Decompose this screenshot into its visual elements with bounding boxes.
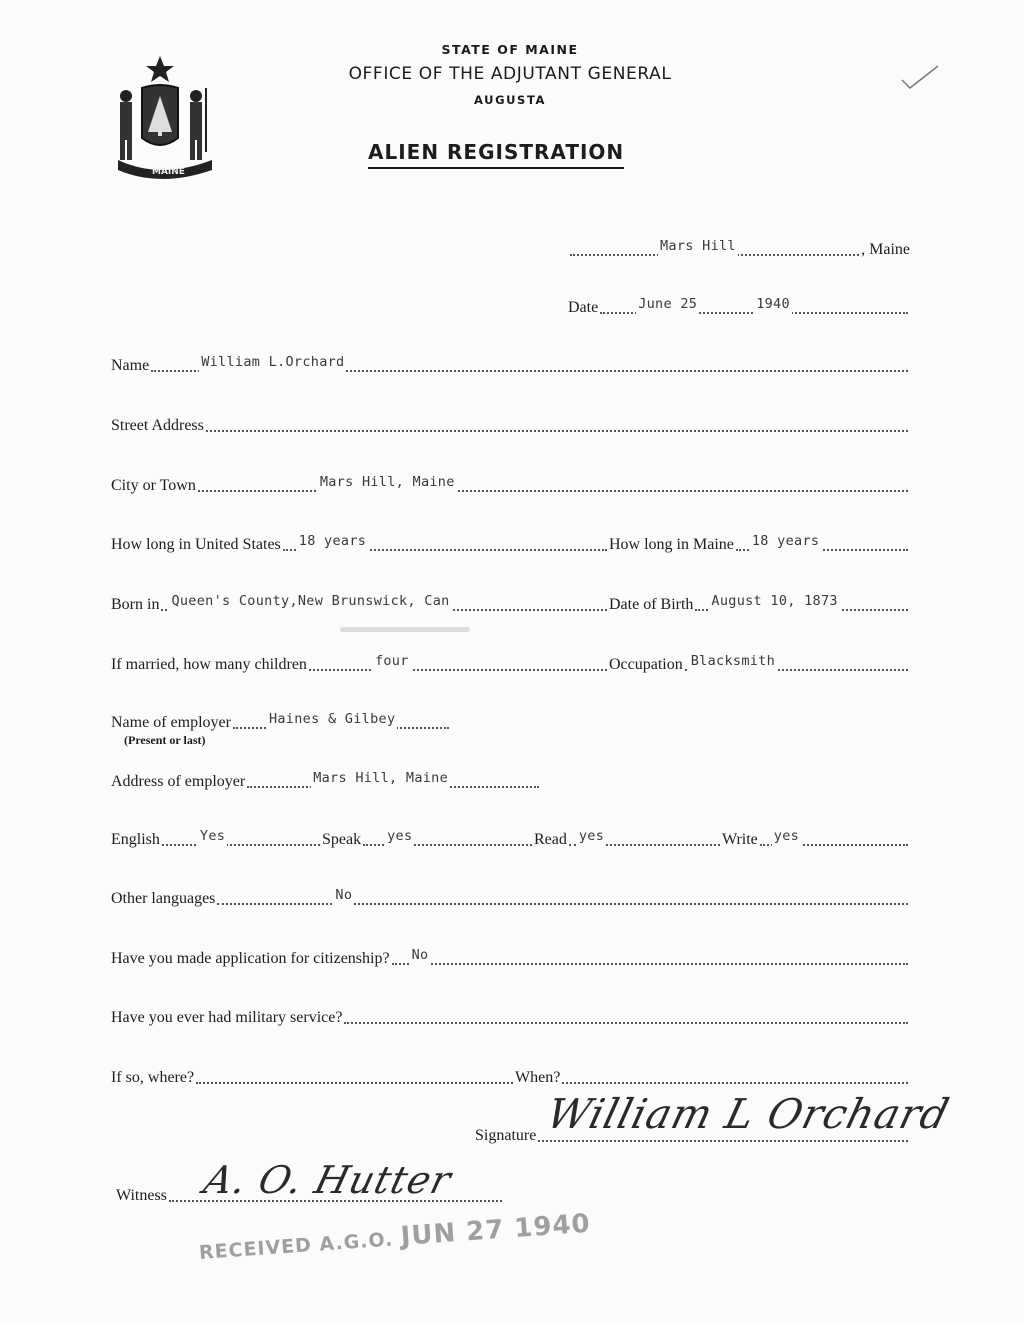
us-years-row bbox=[111, 535, 609, 555]
children-label: If married, how many children bbox=[111, 656, 307, 673]
write-field[interactable] bbox=[760, 830, 908, 846]
signature-label: Signature bbox=[475, 1127, 537, 1144]
citizenship-field[interactable] bbox=[392, 949, 908, 965]
maine-years-row bbox=[609, 535, 910, 555]
name-value: William L.Orchard bbox=[201, 354, 345, 370]
place-suffix: , Maine bbox=[861, 241, 910, 258]
other-languages-field[interactable] bbox=[217, 889, 908, 905]
read-label: Read bbox=[534, 831, 567, 848]
born-row bbox=[111, 595, 609, 615]
english-label: English bbox=[111, 831, 160, 848]
city-value: Mars Hill, Maine bbox=[319, 474, 455, 490]
when-row bbox=[515, 1068, 910, 1088]
city-row bbox=[111, 476, 910, 496]
city-field[interactable] bbox=[198, 476, 908, 492]
received-stamp-date: JUN 27 1940 bbox=[399, 1208, 592, 1252]
occupation-value: Blacksmith bbox=[690, 653, 776, 669]
read-value: yes bbox=[578, 828, 605, 844]
dob-value: August 10, 1873 bbox=[711, 593, 838, 609]
employer-sublabel: (Present or last) bbox=[124, 733, 206, 747]
citizenship-value: No bbox=[411, 947, 429, 963]
read-row bbox=[534, 830, 722, 850]
us-years-value: 18 years bbox=[298, 533, 367, 549]
children-value: four bbox=[374, 653, 409, 669]
born-field[interactable] bbox=[161, 595, 607, 611]
us-years-field[interactable] bbox=[283, 535, 607, 551]
write-row bbox=[722, 830, 910, 850]
employer-value: Haines & Gilbey bbox=[268, 711, 396, 727]
english-value: Yes bbox=[199, 828, 226, 844]
speak-label: Speak bbox=[322, 831, 362, 848]
occupation-label: Occupation bbox=[609, 656, 683, 673]
born-label: Born in bbox=[111, 596, 160, 613]
street-field[interactable] bbox=[206, 416, 908, 432]
place-value: Mars Hill bbox=[660, 238, 736, 254]
city-heading: AUGUSTA bbox=[474, 93, 546, 107]
other-languages-label: Other languages bbox=[111, 890, 216, 907]
applicant-signature: William L Orchard bbox=[542, 1090, 955, 1138]
employer-address-field[interactable] bbox=[247, 772, 539, 788]
when-field[interactable] bbox=[562, 1068, 908, 1084]
name-label: Name bbox=[111, 357, 150, 374]
born-value: Queen's County,New Brunswick, Can bbox=[171, 593, 450, 609]
maine-years-label: How long in Maine bbox=[609, 536, 734, 553]
read-field[interactable] bbox=[569, 830, 720, 846]
witness-signature: A. O. Hutter bbox=[199, 1158, 456, 1202]
svg-text:MAINE: MAINE bbox=[152, 167, 185, 177]
occupation-row bbox=[609, 655, 910, 675]
form-title: ALIEN REGISTRATION bbox=[368, 140, 624, 169]
military-label: Have you ever had military service? bbox=[111, 1009, 343, 1026]
children-row bbox=[111, 655, 609, 675]
state-heading: STATE OF MAINE bbox=[441, 42, 579, 57]
name-field[interactable] bbox=[151, 356, 908, 372]
office-heading: OFFICE OF THE ADJUTANT GENERAL bbox=[348, 64, 672, 84]
speak-value: yes bbox=[387, 828, 413, 844]
street-row bbox=[111, 416, 910, 436]
employer-address-value: Mars Hill, Maine bbox=[313, 770, 449, 786]
received-stamp-text: RECEIVED A.G.O. bbox=[198, 1228, 395, 1265]
dob-label: Date of Birth bbox=[609, 596, 694, 613]
military-field[interactable] bbox=[344, 1008, 908, 1024]
maine-years-value: 18 years bbox=[751, 533, 820, 549]
children-field[interactable] bbox=[309, 655, 607, 671]
street-label: Street Address bbox=[111, 417, 204, 434]
witness-label: Witness bbox=[116, 1187, 167, 1204]
english-row bbox=[111, 830, 322, 850]
city-label: City or Town bbox=[111, 477, 196, 494]
employer-row bbox=[111, 713, 451, 733]
received-stamp bbox=[198, 1209, 592, 1266]
occupation-field[interactable] bbox=[685, 655, 908, 671]
dob-field[interactable] bbox=[695, 595, 908, 611]
place-row bbox=[568, 240, 910, 260]
employer-label: Name of employer bbox=[111, 714, 231, 731]
write-label: Write bbox=[722, 831, 758, 848]
dob-row bbox=[609, 595, 910, 615]
maine-years-field[interactable] bbox=[736, 535, 908, 551]
citizenship-label: Have you made application for citizenship? bbox=[111, 950, 390, 967]
employer-address-label: Address of employer bbox=[111, 773, 246, 790]
state-of-maine-seal-icon bbox=[108, 52, 226, 182]
english-field[interactable] bbox=[162, 830, 320, 846]
where-label: If so, where? bbox=[111, 1069, 195, 1086]
speak-row bbox=[322, 830, 534, 850]
where-field[interactable] bbox=[196, 1068, 513, 1084]
speak-field[interactable] bbox=[363, 830, 532, 846]
place-field[interactable] bbox=[570, 240, 859, 256]
when-label: When? bbox=[515, 1069, 561, 1086]
other-languages-value: No bbox=[335, 887, 353, 903]
date-field[interactable] bbox=[600, 298, 908, 314]
where-row bbox=[111, 1068, 515, 1088]
us-years-label: How long in United States bbox=[111, 536, 281, 553]
ink-smudge bbox=[340, 627, 470, 632]
name-row bbox=[111, 356, 910, 376]
employer-field[interactable] bbox=[233, 713, 449, 729]
write-value: yes bbox=[773, 828, 800, 844]
employer-address-row bbox=[111, 772, 541, 792]
military-row bbox=[111, 1008, 910, 1028]
date-label: Date bbox=[568, 299, 599, 316]
date-year-value: 1940 bbox=[756, 296, 790, 312]
date-day-value: June 25 bbox=[638, 296, 698, 312]
other-languages-row bbox=[111, 889, 910, 909]
citizenship-row bbox=[111, 949, 910, 969]
date-row bbox=[568, 298, 910, 318]
check-mark-icon bbox=[898, 64, 942, 92]
